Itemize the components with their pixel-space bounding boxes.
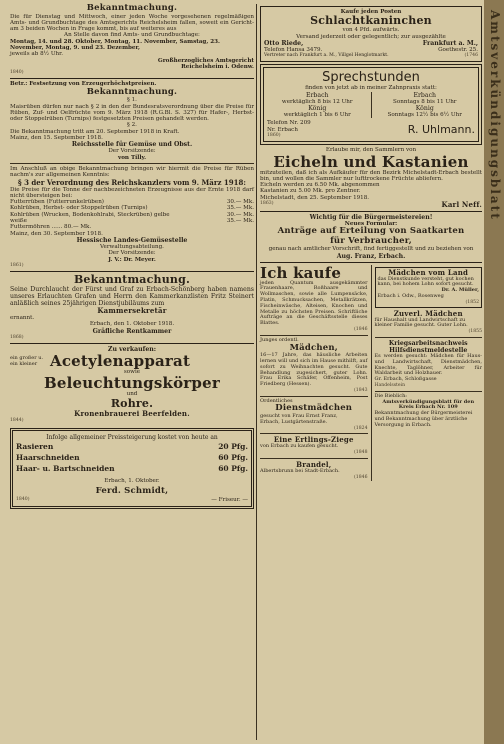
ad-name: Otto Riede, [264,39,304,47]
ad-intro: Infolge allgemeiner Preissteigerung kostet von heute an [46,433,218,441]
ad-top: Wichtig für die Bürgermeistereien! [309,214,433,222]
price-value: 35.— Mk. [226,205,254,212]
ad-tel: Nr. Erbach [267,126,298,133]
ad-dates: Montag, 14. und 28. Oktober, Montag, 11. November, Samstag, 23. November, Montag, 9. und 23. Dezember, [10,38,220,51]
ad-maedchen-land [375,267,483,308]
ad-tel: Telefon Hansa 3479. [264,46,323,53]
ad-number: (1824 [354,425,368,431]
ad-pre: Ordentliches [260,397,293,404]
price-item: weiße [10,218,27,225]
ad-title: Brandel, [296,459,332,469]
ad-intro: An Stelle davon find Amts- und Grundbuchtage: [64,32,200,39]
ad-number: 1863) [260,201,274,207]
ad-item: Rohre. [110,396,154,410]
right-edge-strip [484,0,504,744]
ad-office: Reichsstelle für Gemüse und Obst. [71,141,193,149]
ad-street: Goethestr. 25. [438,46,478,53]
price-value: 60 Pfg. [218,463,248,473]
divider [375,391,483,392]
ad-body: Die für Dienstag und Mittwoch, einer jeden Woche vorgesehenen regelmäßigen Amts- und Grundbuchtage des Amtsgerichts Reichelsheim fallen, soweit ein Gericht- am 3 beiden Wochen in Frage kommt, bis auf weiteres aus [10,13,254,33]
ad-name: Dr. A. Müller, [441,287,479,294]
ad-title: Sprechstunden [322,70,420,86]
ad-place: Erbach [413,91,437,99]
ad-chair: Der Vorsitzende: [108,148,156,155]
ad-number: (1746 [464,53,478,59]
left-column [10,4,254,511]
ad-pre: ein kleiner [10,360,38,367]
ad-zuverl-maedchen [375,310,483,335]
right-column [260,4,482,481]
ad-paragraph: § 1. [127,97,137,104]
divider [260,433,368,434]
ad-title: Bekanntmachung. [86,86,178,97]
ad-time: Sonntags 12½ bis 6½ Uhr [387,112,462,119]
divider [375,337,483,338]
price-item: Kohlrüben (Wrucken, Bodenkohlrabi, Steckrüben) gelbe [10,211,170,218]
ad-title: Amtsverkündigungsblatt für den Kreis Erbach Nr. 109 [382,398,475,411]
ad-title: Anträge auf Erteilung von Saatkarten [277,226,465,237]
ad-place: Erbach, den 1. Oktober 1918. [89,321,175,328]
ad-body: Seine Durchlaucht der Fürst und Graf zu Erbach-Schönberg haben namens unseres Erlauchten Grafen und Herrn den Kammerkanzlisten Fritz Steinert anläßlich seines 25jährigen Dienstjubiläums zum [10,286,254,308]
price-item: Rasieren [16,441,54,451]
classifieds [260,265,482,481]
ad-und: und [126,391,138,398]
divider [10,343,254,344]
ad-title: Kriegsarbeitsnachweis [388,340,468,348]
divider [260,396,368,397]
ad-number: 1860) [267,132,281,138]
price-row [16,452,248,463]
ad-kriegsarbeitsnachweis [375,340,483,389]
ad-amtsgericht [10,4,254,76]
ad-body: Die Bekanntmachung tritt am 20. September 1918 in Kraft. [10,128,180,135]
ad-name: J. V.: Dr. Meyer. [108,256,156,263]
ad-formular: Neues Formular: [344,221,398,228]
ad-body: Es werden gesucht: Mädchen für Haus- und Landwirtschaft, Dienstmädchen, Knechte, Taglöhner, Arbeiter für Waldarbeit und Holzhauer. [374,353,482,377]
ad-role: — Friseur. — [211,496,248,503]
ad-eicheln [260,147,482,209]
ad-hoechstpreise [10,81,254,160]
ad-time: jeweils ab 8½ Uhr. [10,51,63,58]
ad-title: Zuverl. Mädchen [393,308,463,318]
ad-place: Erbach i. Odw., Rosenweg [377,293,444,300]
ad-acetylen [10,346,254,424]
ad-name: Aug. Franz, Erbach. [336,252,406,260]
price-value: 30.— Mk. [226,211,254,218]
ad-amtsblatt [375,394,483,429]
price-value: 30.— Mk. [226,199,254,206]
price-item: Futterrüben (Futterrunkelrüben) [10,199,104,206]
ad-number: 1840) [10,70,24,76]
ad-body: Maisrüben dürfen nur nach § 2 in den der Bundesratsverordnung über die Preise für Rüben, Zuf- und Oelfrüchte vom 9. März 1918 (R.G.Bl. S. 327) für Hafer-, Herbst- oder Stoppelrüben (Turnips) festgesetzten Preisen gehandelt werden. [10,103,254,123]
ad-place: König [308,105,327,113]
ad-rate: Kastanien zu 5.00 Mk. pro Zentner. [260,188,361,195]
ad-item: Beleuchtungskörper [44,374,220,393]
ad-tel: Telefon Nr. 209 [267,120,311,127]
ad-time: Sonntags 8 bis 11 Uhr [393,98,457,105]
ad-place: Michelstadt, den 25. September 1918. [260,194,370,201]
ad-number: 1868) [10,334,24,340]
ad-friseur [10,428,254,509]
ad-rate: Eicheln werden zu 6.50 Mk. abgenommen [260,182,380,189]
ad-number: Handelsstein [374,383,406,388]
ad-kammersekretaer [10,274,254,341]
ad-number: (1852 [465,299,479,305]
ad-office-sub: Verwaltungsabteilung. [100,243,164,250]
ad-place: Mainz, den 15. September 1918. [10,135,103,142]
ad-title: Mädchen, [289,342,338,353]
divider [10,163,254,164]
ad-title: Bekanntmachung. [73,273,191,287]
column-divider [256,4,257,740]
price-value: 20 Pfg. [218,441,248,451]
ad-title: Hilfsdienstmeldestelle [389,347,468,355]
ad-body: 16—17 Jahre, das häusliche Arbeiten lernen will und sich im Hause mithilft, auf sofort zu Weihnachten gesucht. Gute Behandlung zugesichert, guter Lohn. Frau Erika Schäfer, Offenheim, Post Friedberg (Hessen). [260,352,368,388]
ad-title: Dienstmädchen [275,403,353,414]
divider [10,78,254,79]
ad-top: Kaufe jeden Posten [340,9,402,15]
price-value: 35.— Mk. [226,218,254,225]
ad-place: Erbach [305,91,329,99]
ad-dienstmaedchen [260,399,368,432]
price-row [16,463,248,474]
ad-line: Versand jederzeit oder gelegentlich; zur ausgezählte [296,33,446,40]
ad-sprechstunden [260,64,482,145]
ad-time: werktäglich 8 bis 12 Uhr [281,98,353,105]
price-table [10,199,254,224]
ad-body: genau nach amtlicher Vorschrift, find fertiggestellt und zu beziehen von [268,246,474,253]
ad-office: Hessische Landes-Gemüsestelle [76,236,188,244]
ad-paragraph: § 2. [127,122,137,129]
ad-sub: finden von jetzt ab in meiner Zahnpraxis statt: [305,85,437,92]
ad-maedchen [260,338,368,394]
ad-name: Ferd. Schmidt, [95,486,169,497]
ad-item: Acetylenapparat [50,351,191,370]
price-list [16,441,248,474]
ad-time: werktäglich 1 bis 6 Uhr [283,112,351,119]
ad-ziege [260,436,368,456]
price-row [16,441,248,452]
ad-number: (1843 [354,387,368,393]
ad-title: Bekanntmachung. [86,3,178,13]
ad-intro: Im Anschluß an obige Bekanntmachung bringen wir hiermit die Preise für Rüben nachm's zur allgemeinen Kenntnis: [10,165,254,179]
ad-title: Schlachtkaninchen [310,14,432,28]
ad-number: (1848 [354,450,368,456]
ad-body: Bekanntmachung der Bürgermeisterei und Bekanntmachung über ärztliche Versorgung in Erbach. [374,410,473,428]
ad-seller: Kronenbrauerei Beerfelden. [74,408,190,418]
ad-role: Kammersekretär [97,306,167,316]
divider [10,271,254,272]
ad-extra: Futtermöhren ...... 80.— Mk. [10,224,92,231]
ad-pre: ein großer u. [10,354,44,361]
ad-number: (1846 [354,474,368,480]
ad-sowie: sowie [123,368,141,375]
side-masthead: Amtsverkündigungsblatt [488,10,502,221]
ad-body: Albertsbrunn bei Stadt-Erbach. [260,467,340,474]
ad-title: Eine Ertlings-Ziege [273,435,354,445]
ad-title: für Verbraucher, [330,235,412,246]
ad-brandel [260,461,368,481]
divider [260,262,482,263]
price-item: Kohlrüben, Herbst- oder Stoppelrüben (Turnips) [10,205,148,212]
ad-office: Gräfliche Rentkammer [92,327,172,335]
price-item: Haar- u. Bartschneiden [16,463,115,473]
ad-place: Erbach, Lustgärtenstraße. [260,418,328,425]
ad-name: von Tilly. [117,154,147,161]
ad-body: gesucht von Frau Ernst Franz, [260,412,338,419]
ad-body: mitzuteilen, daß ich als Aufkäufer für den Bezirk Michelstadt-Erbach bestellt bin, und wollen die Sammler nur lufttrockene Früchte abliefern. [260,169,482,182]
ad-number: (1855 [468,329,482,335]
ad-head: Die Bieblich: [374,392,407,399]
ad-number: (1846 [354,327,368,333]
ad-end: ernannt. [10,315,35,322]
ad-body: jeden Quantum ausgekämmter Frauenhaare, Roßhaare und Wollmaschen, sowie alle Lumpensäcke, Platin, Schmucksachen, Metallkrätzen, Fischeinwäsche, Alteisen, Knochen und Metalle zu höchsten Preisen. Schriftliche Aufträge an die Geschäftsstelle dieses Blattes. [260,279,368,327]
ad-place: Mainz, den 30. September 1918. [10,230,103,237]
ad-text: Die Preise für die Tonne der nachbezeichneten Erzeugnisse aus der Ernte 1918 darf nicht übersteigen bei: [10,186,254,199]
ad-body: für Haushalt und Landwirtschaft zu kleiner Familie gesucht. Guter Lohn. [374,316,468,329]
price-value: 60 Pfg. [218,452,248,462]
ad-kaninchen [260,6,482,62]
ad-pre: Junges ordentl. [260,336,299,343]
ad-title: Eicheln und Kastanien [273,152,469,171]
ad-name: Karl Neff. [441,200,482,210]
ad-place: König [415,105,434,113]
ad-body: das Dienstkunde versteht, gut kochen kann, bei hohem Lohn sofort gesucht. [377,275,474,288]
ad-sub: von 4 Pfd. aufwärts. [342,27,400,34]
ad-chair: Der Vorsitzende: [108,250,156,257]
ad-number: 1861) [10,262,24,268]
price-item: Haarschneiden [16,452,80,462]
ad-body: von Erbach zu kaufen gesucht. [260,443,339,450]
ad-signature: Großherzogliches Amtsgericht [157,57,254,64]
divider [260,211,482,212]
divider [260,458,368,459]
ad-heading: § 3 der Verordnung des Reichskanzlers vom 9. März 1918: [17,177,246,187]
ad-saatkarten [260,214,482,260]
ad-zu-verkaufen: Zu verkaufen: [107,345,157,353]
ad-intro: Erlaube mir, den Sammlern von [325,147,417,154]
ad-title: Mädchen vom Land [388,267,469,277]
ad-ich-kaufe [260,265,368,333]
ad-title: Ich kaufe [260,263,342,282]
ad-rueben-preise [10,166,254,269]
ad-place: Erbach, 1. Oktober. [104,477,160,484]
ad-subject: Betr.: Festsetzung von Erzeugerhöchstpreisen. [10,81,157,88]
ad-name: R. Uhlmann. [407,122,475,136]
ad-number: 1844) [10,417,24,423]
ad-number: 1840) [16,496,30,502]
divider [260,335,368,336]
ad-place: Gr. Erbach, Schloßgasse [374,376,437,383]
ad-foot: Vertreter nach Frankfurt a. M., Villgel Henglotmarkt. [264,53,389,59]
ad-signature-place: Reichelsheim i. Odenw. [181,63,254,70]
ad-city: Frankfurt a. M., [422,39,478,47]
